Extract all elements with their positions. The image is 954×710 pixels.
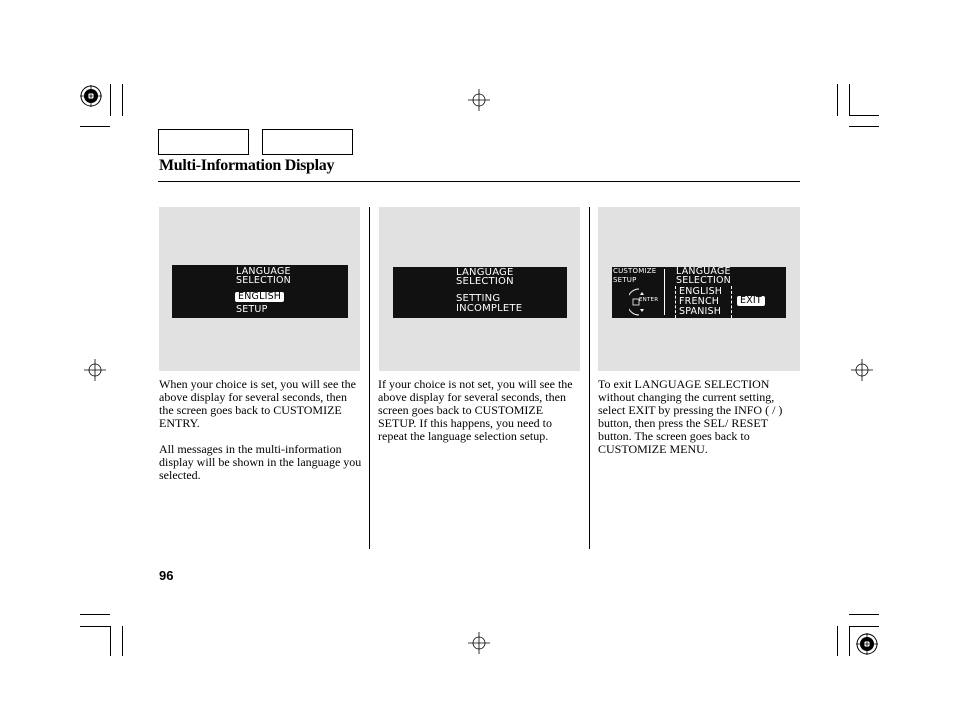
screen-line: SELECTION	[676, 275, 731, 286]
crop-mark	[849, 626, 850, 656]
column-2-text	[378, 378, 583, 456]
paragraph: If your choice is not set, you will see the above display for several seconds, then screen goes back to CUSTOMIZE SETUP. If this happens, you need to repeat the language selection setup.	[378, 377, 573, 443]
section-title: Multi-Information Display	[159, 157, 335, 174]
crop-mark	[849, 115, 879, 116]
crosshair-icon	[468, 632, 490, 654]
option-french: FRENCH	[679, 296, 720, 307]
header-tab-right	[262, 129, 353, 155]
screen-line: CUSTOMIZE	[613, 267, 657, 275]
crop-mark	[837, 626, 838, 656]
display-illustration-1	[159, 207, 360, 371]
screen-line: SETUP	[613, 276, 637, 284]
display-illustration-2	[379, 207, 580, 371]
screen-line: LANGUAGE	[456, 267, 514, 278]
crop-mark	[110, 626, 111, 656]
selected-language: ENGLISH	[235, 292, 284, 302]
screen-divider	[664, 269, 665, 315]
crop-mark	[122, 84, 123, 116]
crosshair-icon	[84, 359, 106, 381]
crop-mark	[80, 126, 110, 127]
option-spanish: SPANISH	[679, 306, 722, 317]
mid-screen	[172, 265, 348, 318]
title-rule	[158, 181, 800, 182]
option-english: ENGLISH	[679, 286, 723, 297]
enter-label: ENTER	[639, 297, 659, 303]
crop-mark	[122, 626, 123, 656]
column-3-text	[598, 378, 803, 469]
screen-line: LANGUAGE	[676, 266, 731, 277]
crop-mark	[849, 614, 879, 615]
column-1-text	[159, 378, 364, 495]
registration-target-icon	[80, 85, 102, 107]
crop-mark	[80, 626, 110, 627]
mid-screen	[393, 267, 567, 318]
screen-line: SETTING	[456, 293, 501, 304]
column-divider	[369, 207, 370, 549]
crop-mark	[849, 126, 879, 127]
screen-line: SELECTION	[456, 276, 514, 287]
exit-option: EXIT	[737, 296, 765, 306]
screen-line: SETUP	[236, 304, 268, 315]
crosshair-icon	[468, 89, 490, 111]
crop-mark	[110, 84, 111, 116]
screen-line: SELECTION	[236, 275, 291, 286]
display-illustration-3	[598, 207, 800, 371]
crop-mark	[849, 84, 850, 116]
page-number: 96	[159, 568, 174, 583]
mid-screen	[612, 267, 786, 318]
option-list	[675, 286, 732, 318]
paragraph: All messages in the multi-information display will be shown in the language you selected.	[159, 442, 362, 482]
crop-mark	[849, 626, 879, 627]
screen-line: LANGUAGE	[236, 266, 291, 277]
column-divider	[589, 207, 590, 549]
crop-mark	[80, 614, 110, 615]
crop-mark	[837, 84, 838, 116]
registration-target-icon	[856, 633, 878, 655]
paragraph: To exit LANGUAGE SELECTION without changing the current setting, select EXIT by pressing the INFO ( / ) button, then press the SEL/ RESET button. The screen goes back to CUSTOMIZE MENU.	[598, 377, 783, 456]
crosshair-icon	[851, 359, 873, 381]
header-tab-left	[158, 129, 249, 155]
screen-line: INCOMPLETE	[456, 303, 523, 314]
paragraph: When your choice is set, you will see the above display for several seconds, then the screen goes back to CUSTOMIZE ENTRY.	[159, 377, 356, 430]
